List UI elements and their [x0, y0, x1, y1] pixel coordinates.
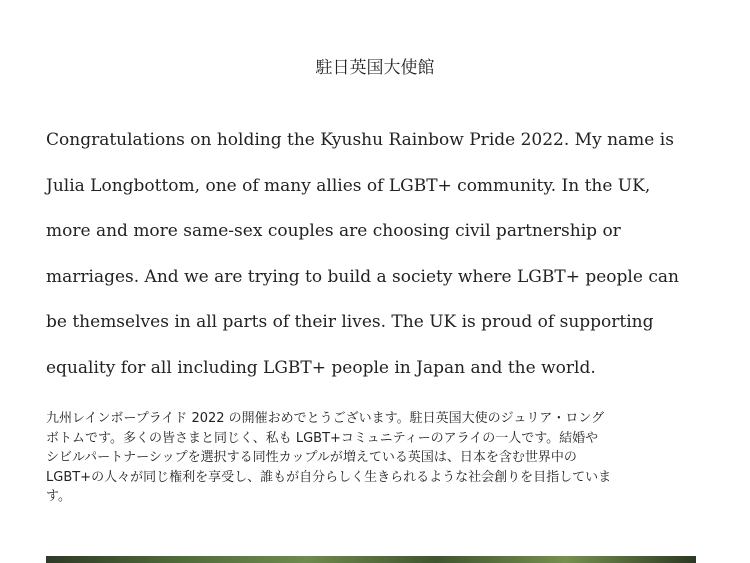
japanese-message-line-2: ボトムです。多くの皆さまと同じく、私も LGBT+コミュニティーのアライの一人です。結婚や [46, 430, 599, 446]
japanese-message-line-4: LGBT+の人々が同じ権利を享受し、誰もが自分らしく生きられるような社会創りを目指していま [46, 469, 612, 485]
english-message-line-4: marriages. And we are trying to build a society where LGBT+ people can [46, 266, 679, 287]
japanese-message-line-5: す。 [46, 489, 71, 504]
english-message-line-5: be themselves in all parts of their lives. The UK is proud of supporting [46, 312, 654, 332]
english-message-line-2: Julia Longbottom, one of many allies of LGBT+ community. In the UK, [46, 175, 651, 196]
english-message [46, 118, 726, 391]
japanese-message [46, 409, 714, 507]
japanese-message-line-1: 九州レインボープライド 2022 の開催おめでとうございます。駐日英国大使のジュリア・ロング [46, 411, 605, 426]
page-title: 駐日英国大使館 [315, 58, 435, 78]
english-message-line-3: more and more same-sex couples are choosing civil partnership or [46, 221, 621, 241]
english-message-line-6: equality for all including LGBT+ people in Japan and the world. [46, 357, 596, 378]
english-message-line-1: Congratulations on holding the Kyushu Rainbow Pride 2022. My name is [46, 130, 674, 150]
japanese-message-line-3: シビルパートナーシップを選択する同性カップルが増えている英国は、日本を含む世界中の [46, 450, 577, 465]
photo-image [46, 556, 696, 563]
